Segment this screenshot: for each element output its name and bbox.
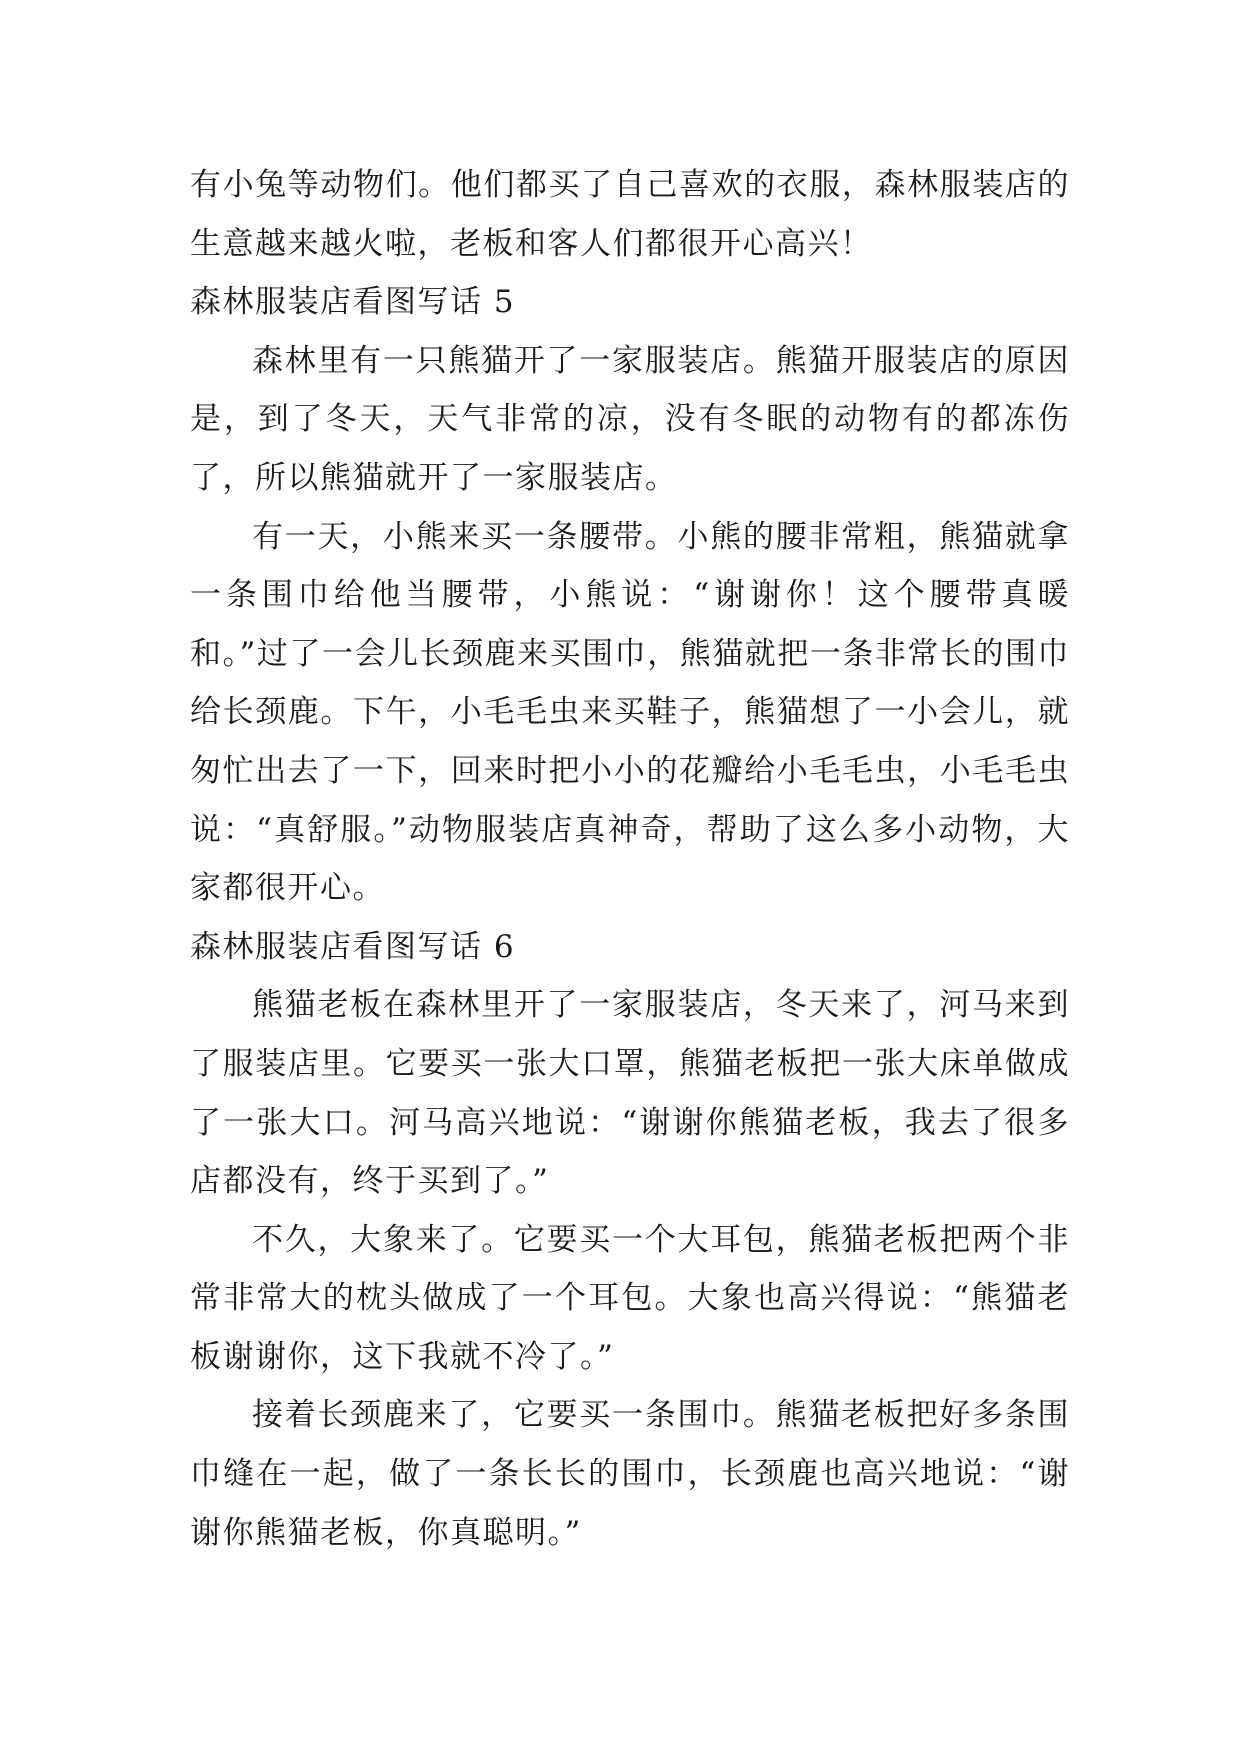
continuation-paragraph: 有小兔等动物们。他们都买了自己喜欢的衣服，森林服装店的生意越来越火啦，老板和客人们都很开心高兴！ [190,167,1070,262]
section-6-paragraph-3: 接着长颈鹿来了，它要买一条围巾。熊猫老板把好多条围巾缝在一起，做了一条长长的围巾，长颈鹿也高兴地说：“谢谢你熊猫老板，你真聪明。” [190,1397,1070,1551]
section-6-paragraph-2: 不久，大象来了。它要买一个大耳包，熊猫老板把两个非常非常大的枕头做成了一个耳包。大象也高兴得说：“熊猫老板谢谢你，这下我就不冷了。” [190,1221,1070,1375]
document-body [190,156,1070,1562]
section-5-heading: 森林服装店看图写话 5 [190,284,516,321]
section-6-heading: 森林服装店看图写话 6 [190,928,516,965]
section-5-paragraph-1: 森林里有一只熊猫开了一家服装店。熊猫开服装店的原因是，到了冬天，天气非常的凉，没有冬眠的动物有的都冻伤了，所以熊猫就开了一家服装店。 [190,342,1070,496]
section-5-paragraph-2: 有一天，小熊来买一条腰带。小熊的腰非常粗，熊猫就拿一条围巾给他当腰带，小熊说：“谢谢你！这个腰带真暖和。”过了一会儿长颈鹿来买围巾，熊猫就把一条非常长的围巾给长颈鹿。下午，小毛毛虫来买鞋子，熊猫想了一小会儿，就匆忙出去了一下，回来时把小小的花瓣给小毛毛虫，小毛毛虫说：“真舒服。”动物服装店真神奇，帮助了这么多小动物，大家都很开心。 [190,518,1070,907]
section-6-paragraph-1: 熊猫老板在森林里开了一家服装店，冬天来了，河马来到了服装店里。它要买一张大口罩，熊猫老板把一张大床单做成了一张大口。河马高兴地说：“谢谢你熊猫老板，我去了很多店都没有，终于买到了。” [190,987,1070,1200]
